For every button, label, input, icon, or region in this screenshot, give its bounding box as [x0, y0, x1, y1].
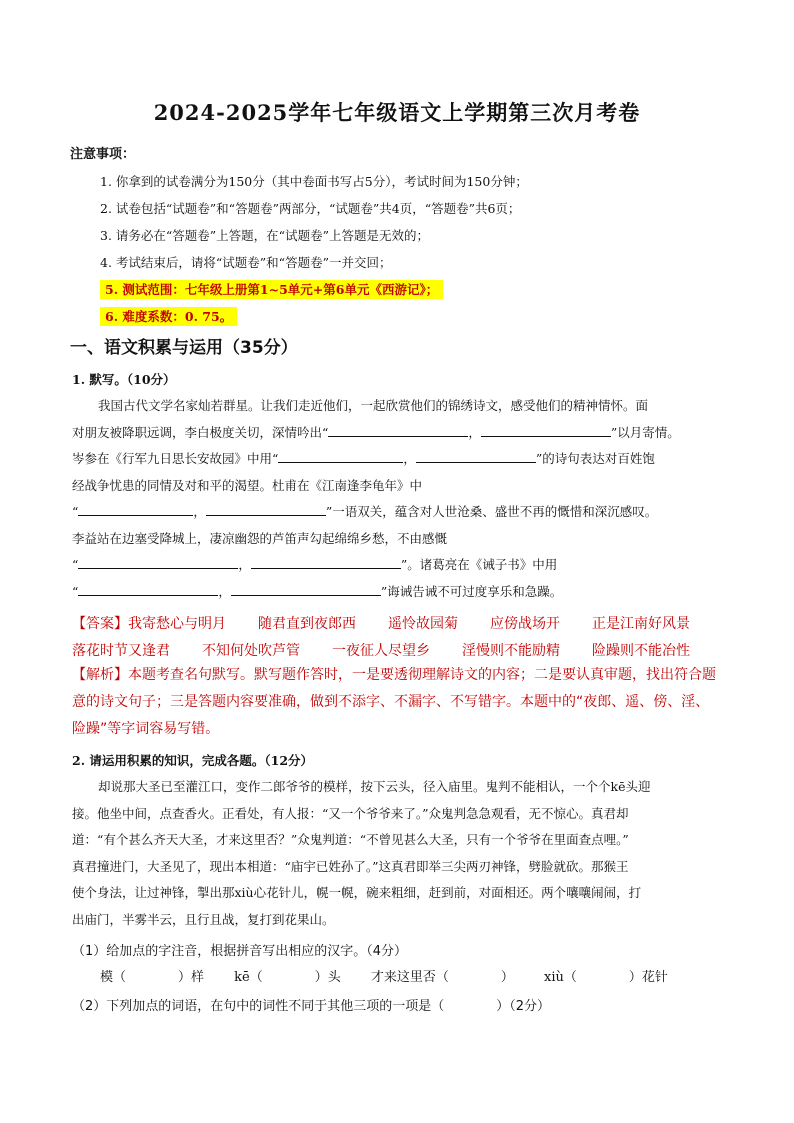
question-1-heading: 1. 默写。（10分）	[72, 372, 176, 387]
analysis-text: 本题考查名句默写。默写题作答时，一是要透彻理解诗文的内容；二是要认真审题，找出符合题意的诗文句子；三是答题内容要准确，做到不添字、不漏字、不写错字。本题中的“夜郎、遥、傍、淫、险躁”等字词容易写错。	[72, 667, 716, 737]
note-item: 4. 考试结束后，请将“试题卷”和“答题卷”一并交回；	[100, 255, 392, 270]
pinyin-item: 模（ ）样	[100, 970, 205, 985]
question-1-text	[72, 393, 722, 605]
analysis	[72, 662, 722, 743]
question-2-passage	[72, 774, 722, 933]
answer-tag: 【答案】	[72, 616, 128, 632]
note-item: 3. 请务必在“答题卷”上答题，在“试题卷”上答题是无效的；	[100, 228, 429, 243]
answer-item: 随君直到夜郎西	[258, 616, 356, 632]
text-line: 对朋友被降职远调，李白极度关切，深情吟出“ ， ”以月寄情。	[72, 420, 722, 447]
pinyin-item: kē（ ）头	[234, 970, 341, 985]
text-line: 我国古代文学名家灿若群星。让我们走近他们，一起欣赏他们的锦绣诗文，感受他们的精神情怀。面	[98, 398, 649, 413]
text-line: “ ， ”。诸葛亮在《诫子书》中用	[72, 552, 722, 579]
answer-item: 落花时节又逢君	[72, 643, 170, 659]
fill-blank[interactable]	[278, 448, 403, 463]
fill-blank[interactable]	[416, 448, 536, 463]
passage-line: 真君撞进门，大圣见了，现出本相道：“庙宇已姓孙了。”这真君即举三尖两刃神锋，劈脸就砍。那猴王	[72, 858, 629, 874]
section-heading: 一、语文积累与运用（35分）	[70, 338, 298, 358]
text-line: “ ， ”诲诫告诫不可过度享乐和急躁。	[72, 579, 722, 606]
pinyin-item: 才来这里否（ ）	[370, 970, 514, 985]
text-line: 经战争忧患的同情及对和平的渴望。杜甫在《江南逢李龟年》中	[72, 477, 423, 493]
passage-line: 接。他坐中间，点查香火。正看处，有人报：“又一个爷爷来了。”众鬼判急急观看，无不惊心。真君却	[72, 805, 629, 821]
fill-blank[interactable]	[78, 501, 193, 516]
pinyin-row	[100, 966, 694, 985]
answer-item: 淫慢则不能励精	[462, 643, 560, 659]
analysis-tag: 【解析】	[72, 667, 128, 683]
answer-item: 遥怜故园菊	[388, 616, 458, 632]
answer-item: 我寄愁心与明月	[128, 616, 226, 632]
text-line: 李益站在边塞受降城上，凄凉幽怨的芦笛声勾起绵绵乡愁，不由感慨	[72, 530, 448, 546]
test-scope: 5. 测试范围：七年级上册第1~5单元+第6单元《西游记》；	[100, 280, 443, 299]
notes-heading: 注意事项：	[70, 147, 136, 162]
difficulty: 6. 难度系数：0. 75。	[100, 307, 237, 326]
answer-item: 险躁则不能冶性	[592, 643, 690, 659]
fill-blank[interactable]	[328, 422, 468, 437]
fill-blank[interactable]	[481, 422, 611, 437]
note-item-highlight	[100, 280, 443, 298]
passage-line: 使个身法，让过神锋，掣出那xiù心花针儿，幌一幌，碗来粗细，赶到前，对面相还。两个嚷嚷闹闹，打	[72, 885, 642, 900]
note-item-highlight	[100, 307, 237, 325]
passage-line: 道：“有个甚么齐天大圣，才来这里否？”众鬼判道：“不曾见甚么大圣，只有一个爷爷在里面查点哩。”	[72, 832, 629, 847]
answer-item: 应傍战场开	[490, 616, 560, 632]
sub-question-1: （1）给加点的字注音，根据拼音写出相应的汉字。（4分）	[72, 944, 408, 959]
answer-row-2	[72, 640, 690, 660]
exam-title: 2024-2025学年七年级语文上学期第三次月考卷	[153, 100, 641, 125]
note-item: 1. 你拿到的试卷满分为150分（其中卷面书写占5分），考试时间为150分钟；	[100, 174, 528, 189]
text-line: “ ， ”一语双关，蕴含对人世沧桑、盛世不再的慨惜和深沉感叹。	[72, 499, 722, 526]
note-item: 2. 试卷包括“试题卷”和“答题卷”两部分，“试题卷”共4页，“答题卷”共6页；	[100, 201, 521, 216]
fill-blank[interactable]	[206, 501, 326, 516]
text-line: 岑参在《行军九日思长安故园》中用“ ， ”的诗句表达对百姓饱	[72, 446, 722, 473]
question-2-heading: 2. 请运用积累的知识，完成各题。（12分）	[72, 753, 314, 768]
sub-question-2: （2）下列加点的词语，在句中的词性不同于其他三项的一项是（ ）（2分）	[72, 999, 551, 1014]
pinyin-item: xiù（ ）花针	[544, 970, 668, 985]
answer-row-1	[72, 613, 690, 633]
answer-item: 正是江南好风景	[592, 616, 690, 632]
answer-item: 一夜征人尽望乡	[332, 643, 430, 659]
passage-line: 却说那大圣已至灌江口，变作二郎爷爷的模样，按下云头，径入庙里。鬼判不能相认，一个个kē头迎	[98, 779, 651, 794]
fill-blank[interactable]	[78, 554, 238, 569]
answer-item: 不知何处吹芦管	[202, 643, 300, 659]
fill-blank[interactable]	[251, 554, 401, 569]
passage-line: 出庙门，半雾半云，且行且战，复打到花果山。	[72, 911, 335, 927]
fill-blank[interactable]	[78, 581, 218, 596]
fill-blank[interactable]	[231, 581, 381, 596]
